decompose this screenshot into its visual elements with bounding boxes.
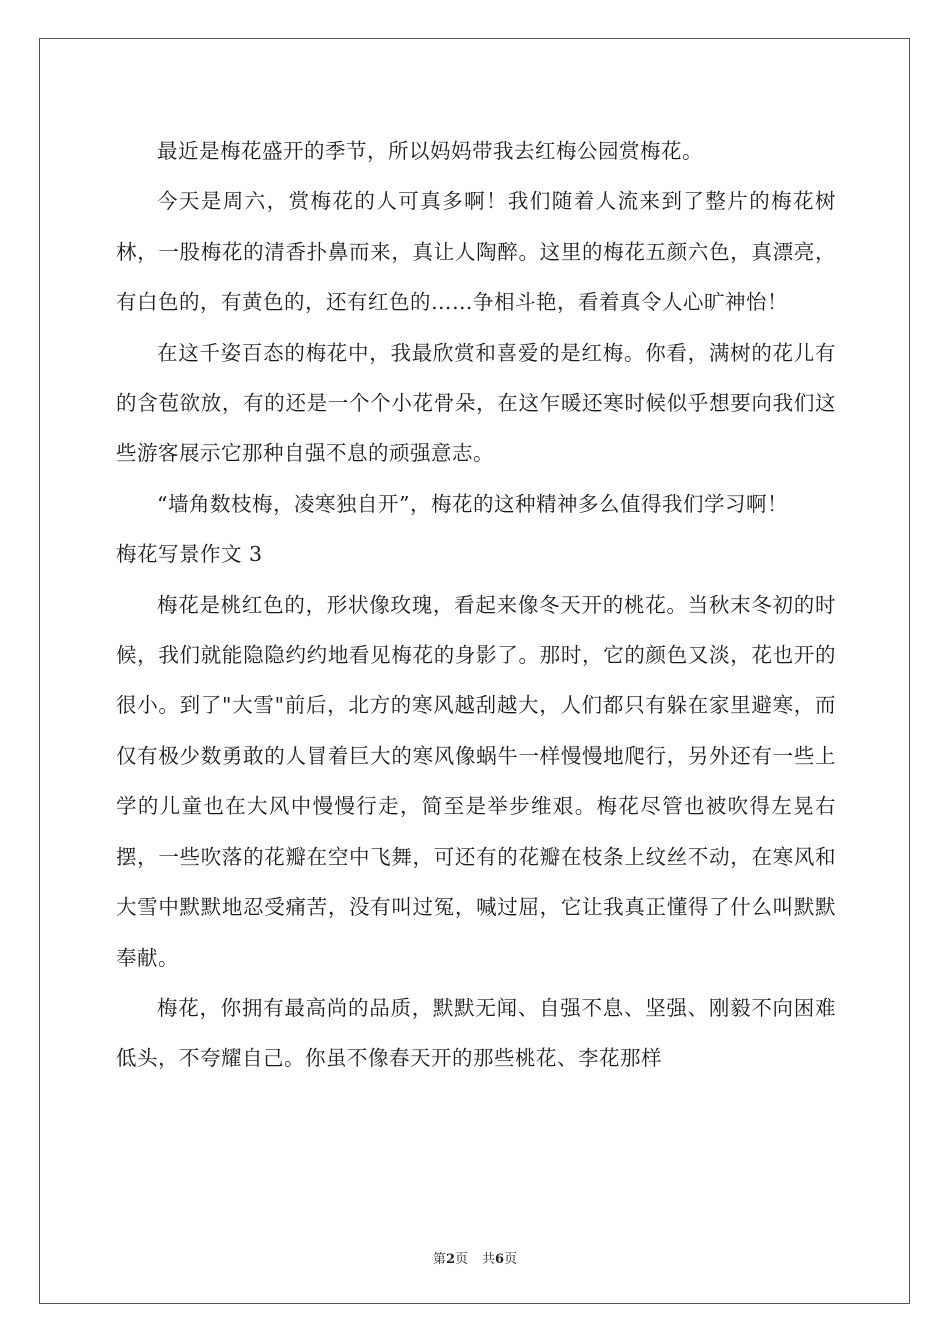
section-heading: 梅花写景作文 3 [116, 542, 263, 567]
paragraph: “墙角数枝梅，凌寒独自开”，梅花的这种精神多么值得我们学习啊！ [157, 491, 788, 516]
paragraph: 今天是周六，赏梅花的人可真多啊！我们随着人流来到了整片的梅花树林，一股梅花的清香扑鼻而来，真让人陶醉。这里的梅花五颜六色，真漂亮，有白色的，有黄色的，还有红色的……争相斗艳，看着真令人心旷神怡！ [116, 189, 836, 315]
total-prefix: 共 [482, 1252, 496, 1267]
paragraph: 最近是梅花盛开的季节，所以妈妈带我去红梅公园赏梅花。 [157, 139, 703, 163]
document-body [116, 126, 836, 1084]
page-suffix: 页 [454, 1252, 468, 1267]
page-number: 2 [445, 1252, 455, 1267]
paragraph: 梅花是桃红色的，形状像玫瑰，看起来像冬天开的桃花。当秋末冬初的时候，我们就能隐隐约约地看见梅花的身影了。那时，它的颜色又淡，花也开的很小。到了"大雪"前后，北方的寒风越刮越大，人们都只有躲在家里避寒，而仅有极少数勇敢的人冒着巨大的寒风像蜗牛一样慢慢地爬行，另外还有一些上学的儿童也在大风中慢慢行走，简至是举步维艰。梅花尽管也被吹得左晃右摆，一些吹落的花瓣在空中飞舞，可还有的花瓣在枝条上纹丝不动，在寒风和大雪中默默地忍受痛苦，没有叫过冤，喊过屈，它让我真正懂得了什么叫默默奉献。 [116, 592, 836, 970]
paragraph: 梅花，你拥有最高尚的品质，默默无闻、自强不息、坚强、刚毅不向困难低头，不夸耀自己。你虽不像春天开的那些桃花、李花那样 [116, 995, 836, 1071]
total-pages: 6 [495, 1252, 505, 1267]
page-footer [0, 1248, 950, 1267]
paragraph: 在这千姿百态的梅花中，我最欣赏和喜爱的是红梅。你看，满树的花儿有的含苞欲放，有的还是一个个小花骨朵，在这乍暖还寒时候似乎想要向我们这些游客展示它那种自强不息的顽强意志。 [116, 340, 836, 466]
page-prefix: 第 [432, 1252, 446, 1267]
total-suffix: 页 [504, 1252, 518, 1267]
